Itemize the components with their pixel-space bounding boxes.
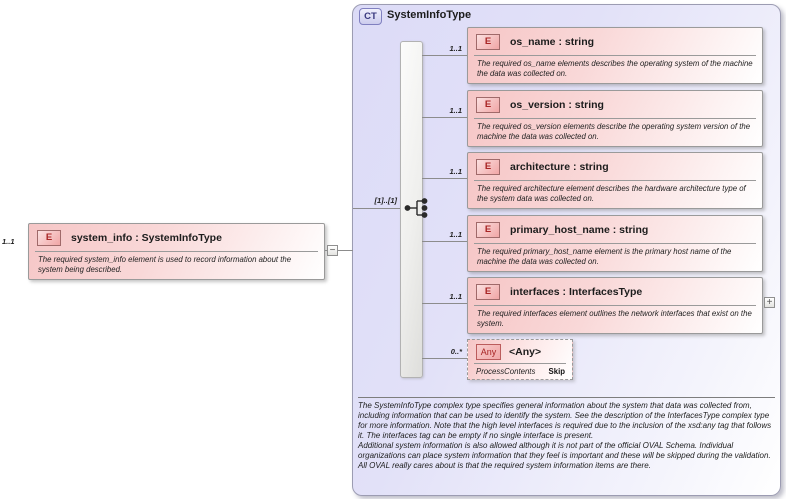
element-label: os_name : string bbox=[510, 36, 595, 48]
element-box-primary-host-name[interactable] bbox=[467, 215, 763, 272]
documentation-paragraph: The SystemInfoType complex type specifies general information about the system that data was collected from, including information that can be used to identify the system. See the description of the InterfacesType complex type for more information. Note that the high level interfaces is required due to the inclusion of the xsd:any tag that follows it. The interfaces tag can be empty if no single interface is present. bbox=[358, 401, 772, 440]
any-icon: Any bbox=[476, 344, 501, 360]
cardinality: 1..1 bbox=[449, 230, 462, 239]
element-description: The required interfaces element outlines the network interfaces that exist on the system. bbox=[477, 309, 752, 328]
element-label: primary_host_name : string bbox=[510, 224, 649, 236]
element-description: The required os_name elements describes the operating system of the machine the data was collected on. bbox=[477, 59, 753, 78]
cardinality: 1..1 bbox=[449, 167, 462, 176]
collapse-handle[interactable]: − bbox=[327, 245, 338, 256]
element-description: The required architecture element describes the hardware architecture type of the system data was collected on. bbox=[477, 184, 746, 203]
element-icon: E bbox=[476, 34, 500, 50]
divider bbox=[474, 55, 756, 56]
cardinality: 1..1 bbox=[449, 44, 462, 53]
connector-line bbox=[422, 178, 467, 179]
divider bbox=[35, 251, 318, 252]
connector-line bbox=[353, 208, 401, 209]
element-label: interfaces : InterfacesType bbox=[510, 286, 643, 298]
element-box-interfaces[interactable] bbox=[467, 277, 763, 334]
element-box-architecture[interactable] bbox=[467, 152, 763, 209]
process-contents-value: Skip bbox=[548, 367, 565, 376]
process-contents-attribute: ProcessContents bbox=[476, 367, 536, 376]
element-icon: E bbox=[476, 222, 500, 238]
element-icon: E bbox=[476, 159, 500, 175]
complex-type-icon: CT bbox=[359, 8, 382, 25]
sequence-cardinality: [1]..[1] bbox=[374, 196, 397, 205]
sequence-icon bbox=[404, 197, 432, 219]
element-description: The required os_version elements describe the operating system version of the machine the data was collected on. bbox=[477, 122, 751, 141]
complex-type-title: SystemInfoType bbox=[387, 9, 472, 21]
root-cardinality: 1..1 bbox=[2, 237, 15, 246]
element-label: os_version : string bbox=[510, 99, 604, 111]
connector-line bbox=[422, 241, 467, 242]
element-label: <Any> bbox=[509, 346, 542, 358]
divider bbox=[474, 305, 756, 306]
connector-line bbox=[338, 250, 353, 251]
element-box-system-info[interactable] bbox=[28, 223, 325, 280]
cardinality: 0..* bbox=[450, 347, 462, 356]
connector-line bbox=[422, 117, 467, 118]
connector-line bbox=[422, 303, 467, 304]
any-element-box[interactable] bbox=[467, 339, 573, 380]
divider bbox=[474, 363, 566, 364]
element-label: system_info : SystemInfoType bbox=[71, 232, 222, 244]
element-icon: E bbox=[476, 97, 500, 113]
element-label: architecture : string bbox=[510, 161, 609, 173]
connector-line bbox=[422, 55, 467, 56]
divider bbox=[474, 243, 756, 244]
expand-handle-interfaces[interactable]: + bbox=[764, 297, 775, 308]
cardinality: 1..1 bbox=[449, 292, 462, 301]
cardinality: 1..1 bbox=[449, 106, 462, 115]
element-description: The required primary_host_name element is the primary host name of the machine the data was collected on. bbox=[477, 247, 732, 266]
divider bbox=[474, 118, 756, 119]
element-box-os-version[interactable] bbox=[467, 90, 763, 147]
documentation-paragraph: Additional system information is also allowed although it is not part of the official OVAL Schema. Individual organizations can place system information that they feel is important and these will be skipped during the validation. All OVAL really cares about is that the required system information items are there. bbox=[358, 441, 771, 470]
connector-line bbox=[422, 358, 467, 359]
documentation-text bbox=[358, 401, 777, 471]
element-icon: E bbox=[37, 230, 61, 246]
element-icon: E bbox=[476, 284, 500, 300]
documentation-divider bbox=[358, 397, 775, 398]
element-description: The required system_info element is used to record information about the system being described. bbox=[38, 255, 292, 274]
divider bbox=[474, 180, 756, 181]
element-box-os-name[interactable] bbox=[467, 27, 763, 84]
